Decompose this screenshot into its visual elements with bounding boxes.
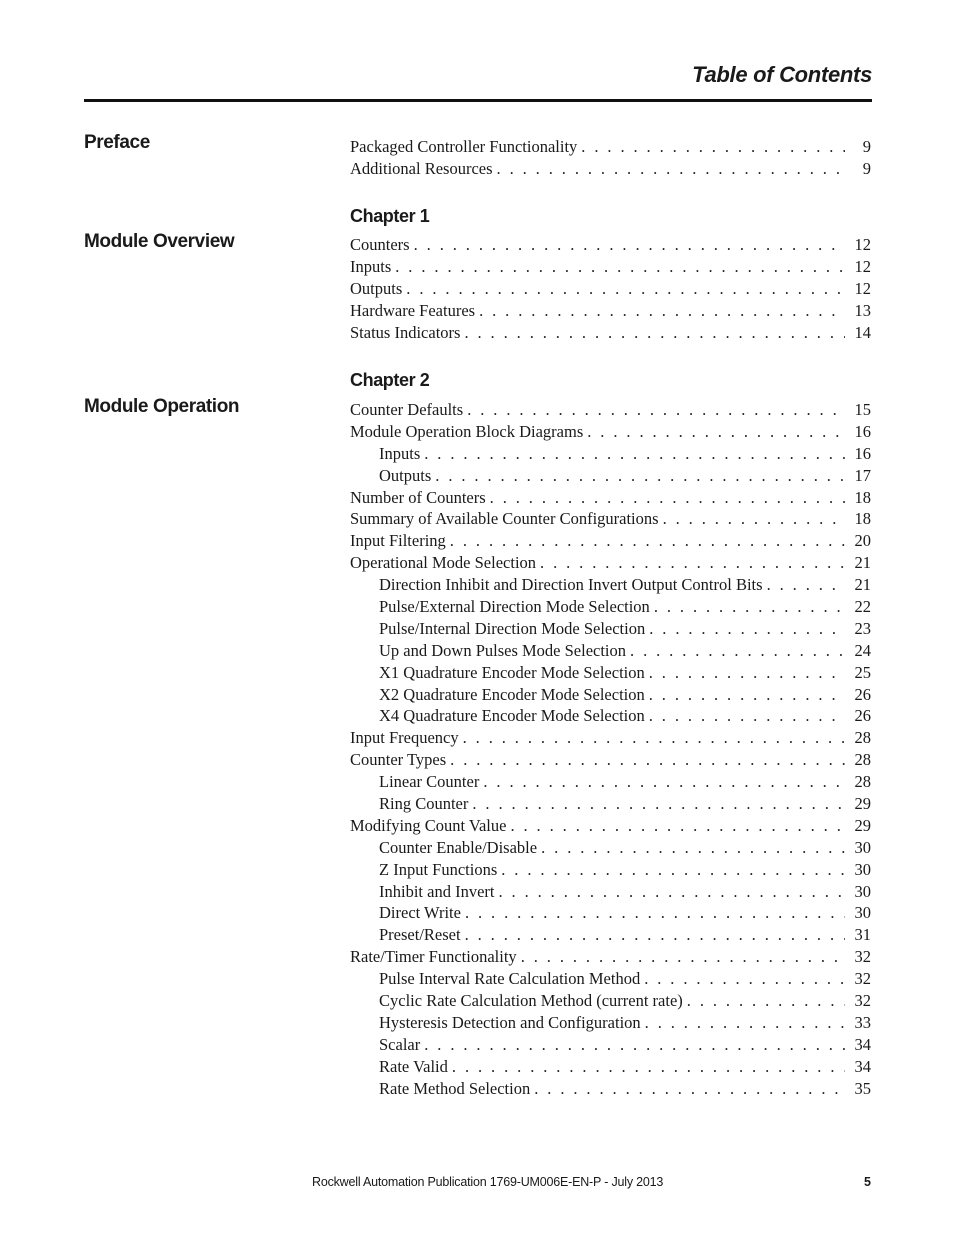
dot-leader bbox=[452, 1056, 845, 1078]
toc-entry[interactable] bbox=[350, 322, 871, 344]
toc-entry-page-number: 30 bbox=[854, 903, 871, 923]
toc-entry[interactable] bbox=[350, 256, 871, 278]
dot-leader bbox=[534, 1078, 845, 1100]
dot-leader bbox=[649, 618, 845, 640]
toc-entry-page-number: 28 bbox=[854, 772, 871, 792]
toc-entry-title: Counter Defaults bbox=[350, 400, 464, 419]
toc-entry[interactable] bbox=[350, 859, 871, 881]
dot-leader bbox=[483, 771, 845, 793]
toc-entry[interactable] bbox=[350, 399, 871, 421]
toc-entry-title: Operational Mode Selection bbox=[350, 553, 537, 573]
dot-leader bbox=[540, 552, 845, 574]
dot-leader bbox=[465, 902, 845, 924]
toc-entry[interactable] bbox=[350, 902, 871, 924]
dot-leader bbox=[490, 487, 845, 509]
toc-entry-title: Rate/Timer Functionality bbox=[350, 947, 517, 967]
toc-entry-title: Pulse Interval Rate Calculation Method bbox=[379, 969, 641, 989]
toc-entry[interactable] bbox=[350, 881, 871, 903]
toc-entry-title: Z Input Functions bbox=[379, 859, 498, 879]
toc-entry-page-number: 18 bbox=[854, 509, 871, 529]
dot-leader bbox=[649, 705, 845, 727]
toc-entry-page-number: 12 bbox=[854, 278, 871, 298]
footer-page-number: 5 bbox=[864, 1175, 871, 1189]
toc-entry[interactable] bbox=[350, 990, 871, 1012]
toc-entry[interactable] bbox=[350, 1012, 871, 1034]
toc-entry-page-number: 32 bbox=[854, 991, 871, 1011]
toc-entry-page-number: 18 bbox=[854, 487, 871, 507]
footer-publication: Rockwell Automation Publication 1769-UM006E-EN-P - July 2013 bbox=[312, 1175, 664, 1189]
dot-leader bbox=[645, 1012, 845, 1034]
toc-entry-page-number: 33 bbox=[854, 1012, 871, 1032]
dot-leader bbox=[654, 596, 845, 618]
toc-entry-page-number: 16 bbox=[854, 421, 871, 441]
toc-entry-title: Direction Inhibit and Direction Invert Output Control Bits bbox=[379, 575, 763, 595]
toc-entry-title: Outputs bbox=[350, 278, 403, 298]
dot-leader bbox=[450, 749, 845, 771]
toc-entry-page-number: 32 bbox=[854, 947, 871, 967]
toc-entry-title: Summary of Available Counter Configurations bbox=[350, 509, 659, 529]
toc-entry[interactable] bbox=[350, 1034, 871, 1056]
dot-leader bbox=[501, 859, 845, 881]
toc-entry[interactable] bbox=[350, 684, 871, 706]
toc-entry-page-number: 30 bbox=[854, 837, 871, 857]
dot-leader bbox=[521, 946, 845, 968]
toc-entry-title: Additional Resources bbox=[350, 158, 493, 178]
toc-entry-page-number: 17 bbox=[854, 465, 871, 485]
toc-entry-title: Number of Counters bbox=[350, 487, 486, 507]
toc-entry-title: Rate Method Selection bbox=[379, 1078, 531, 1098]
toc-entry-title: Status Indicators bbox=[350, 322, 461, 342]
toc-entry-title: Outputs bbox=[379, 465, 432, 485]
header-rule bbox=[84, 99, 872, 102]
toc-entry[interactable] bbox=[350, 234, 871, 256]
toc-entry[interactable] bbox=[350, 946, 871, 968]
toc-entry-title: Inhibit and Invert bbox=[379, 881, 495, 901]
toc-entry-title: Pulse/External Direction Mode Selection bbox=[379, 597, 650, 617]
toc-entry[interactable] bbox=[350, 487, 871, 509]
toc-entry[interactable] bbox=[350, 793, 871, 815]
toc-entry[interactable] bbox=[350, 158, 871, 180]
toc-entry-page-number: 29 bbox=[854, 794, 871, 814]
toc-entry-page-number: 26 bbox=[854, 706, 871, 726]
toc-entry-title: X2 Quadrature Encoder Mode Selection bbox=[379, 684, 645, 704]
toc-entry-title: Counters bbox=[350, 235, 410, 254]
toc-list-chapter-2 bbox=[350, 399, 871, 1100]
dot-leader bbox=[424, 1034, 845, 1056]
dot-leader bbox=[498, 881, 845, 903]
dot-leader bbox=[649, 684, 845, 706]
toc-entry[interactable] bbox=[350, 552, 871, 574]
toc-entry-page-number: 9 bbox=[862, 158, 871, 178]
toc-entry-page-number: 34 bbox=[854, 1034, 871, 1054]
toc-entry-title: Input Filtering bbox=[350, 531, 446, 551]
toc-entry[interactable] bbox=[350, 968, 871, 990]
toc-entry-page-number: 34 bbox=[854, 1056, 871, 1076]
toc-entry[interactable] bbox=[350, 443, 871, 465]
toc-entry-page-number: 15 bbox=[854, 400, 871, 419]
toc-entry-page-number: 29 bbox=[854, 815, 871, 835]
toc-entry-title: Rate Valid bbox=[379, 1056, 448, 1076]
toc-entry[interactable] bbox=[350, 1078, 871, 1100]
toc-entry-title: Preset/Reset bbox=[379, 925, 461, 945]
toc-entry[interactable] bbox=[350, 924, 871, 946]
chapter-label-2: Chapter 2 bbox=[350, 370, 430, 390]
dot-leader bbox=[463, 727, 845, 749]
toc-entry-page-number: 30 bbox=[854, 859, 871, 879]
dot-leader bbox=[587, 421, 845, 443]
toc-entry-page-number: 22 bbox=[854, 597, 871, 617]
toc-entry-page-number: 32 bbox=[854, 969, 871, 989]
dot-leader bbox=[472, 793, 845, 815]
toc-entry-title: X1 Quadrature Encoder Mode Selection bbox=[379, 662, 645, 682]
dot-leader bbox=[435, 465, 845, 487]
toc-entry-title: Inputs bbox=[379, 443, 421, 463]
toc-entry-title: Linear Counter bbox=[379, 772, 480, 792]
toc-entry[interactable] bbox=[350, 421, 871, 443]
toc-entry-page-number: 12 bbox=[854, 235, 871, 254]
toc-entry-page-number: 9 bbox=[862, 137, 871, 156]
toc-entry-page-number: 16 bbox=[854, 443, 871, 463]
toc-entry-title: Ring Counter bbox=[379, 794, 469, 814]
toc-entry-page-number: 30 bbox=[854, 881, 871, 901]
toc-entry-title: Input Frequency bbox=[350, 728, 459, 748]
toc-list-preface bbox=[350, 136, 871, 180]
toc-entry[interactable] bbox=[350, 640, 871, 662]
chapter-label-1: Chapter 1 bbox=[350, 206, 430, 226]
toc-entry[interactable] bbox=[350, 837, 871, 859]
dot-leader bbox=[479, 300, 845, 322]
dot-leader bbox=[395, 256, 845, 278]
toc-entry-page-number: 26 bbox=[854, 684, 871, 704]
toc-entry-title: Cyclic Rate Calculation Method (current rate) bbox=[379, 991, 683, 1011]
dot-leader bbox=[406, 278, 845, 300]
section-title-module-operation: Module Operation bbox=[84, 396, 240, 417]
toc-entry-page-number: 24 bbox=[854, 640, 871, 660]
toc-entry-title: Hysteresis Detection and Configuration bbox=[379, 1012, 641, 1032]
toc-entry[interactable] bbox=[350, 530, 871, 552]
toc-entry-title: Direct Write bbox=[379, 903, 461, 923]
toc-entry[interactable] bbox=[350, 705, 871, 727]
toc-entry-title: Counter Enable/Disable bbox=[379, 837, 538, 857]
dot-leader bbox=[581, 136, 845, 158]
toc-entry[interactable] bbox=[350, 136, 871, 158]
toc-entry[interactable] bbox=[350, 1056, 871, 1078]
toc-entry-page-number: 25 bbox=[854, 662, 871, 682]
toc-entry-title: Counter Types bbox=[350, 750, 447, 770]
toc-entry-page-number: 21 bbox=[854, 575, 871, 595]
toc-entry-title: Module Operation Block Diagrams bbox=[350, 421, 584, 441]
toc-entry[interactable] bbox=[350, 508, 871, 530]
toc-entry[interactable] bbox=[350, 618, 871, 640]
page-title: Table of Contents bbox=[692, 62, 872, 87]
dot-leader bbox=[644, 968, 845, 990]
toc-entry[interactable] bbox=[350, 815, 871, 837]
dot-leader bbox=[424, 443, 845, 465]
toc-entry-page-number: 14 bbox=[854, 322, 871, 342]
dot-leader bbox=[467, 399, 845, 421]
dot-leader bbox=[465, 924, 845, 946]
toc-entry[interactable] bbox=[350, 465, 871, 487]
dot-leader bbox=[663, 508, 845, 530]
toc-entry-title: Pulse/Internal Direction Mode Selection bbox=[379, 618, 646, 638]
toc-entry[interactable] bbox=[350, 300, 871, 322]
toc-entry[interactable] bbox=[350, 771, 871, 793]
dot-leader bbox=[630, 640, 845, 662]
section-title-module-overview: Module Overview bbox=[84, 231, 235, 252]
toc-entry[interactable] bbox=[350, 727, 871, 749]
toc-entry-title: X4 Quadrature Encoder Mode Selection bbox=[379, 706, 645, 726]
toc-entry[interactable] bbox=[350, 749, 871, 771]
toc-entry-page-number: 35 bbox=[854, 1078, 871, 1098]
toc-entry-title: Up and Down Pulses Mode Selection bbox=[379, 640, 627, 660]
toc-entry-page-number: 13 bbox=[854, 300, 871, 320]
dot-leader bbox=[497, 158, 845, 180]
toc-entry-title: Inputs bbox=[350, 256, 392, 276]
dot-leader bbox=[649, 662, 845, 684]
toc-list-chapter-1 bbox=[350, 234, 871, 343]
toc-entry-page-number: 20 bbox=[854, 531, 871, 551]
toc-entry-page-number: 28 bbox=[854, 750, 871, 770]
dot-leader bbox=[541, 837, 845, 859]
toc-entry-page-number: 12 bbox=[854, 256, 871, 276]
toc-entry-title: Hardware Features bbox=[350, 300, 476, 320]
toc-entry[interactable] bbox=[350, 278, 871, 300]
toc-entry[interactable] bbox=[350, 662, 871, 684]
toc-entry-page-number: 31 bbox=[854, 925, 871, 945]
dot-leader bbox=[687, 990, 845, 1012]
dot-leader bbox=[464, 322, 845, 344]
section-title-preface: Preface bbox=[84, 132, 150, 153]
toc-entry-page-number: 23 bbox=[854, 618, 871, 638]
toc-entry-title: Modifying Count Value bbox=[350, 815, 507, 835]
dot-leader bbox=[450, 530, 845, 552]
toc-entry-page-number: 21 bbox=[854, 553, 871, 573]
dot-leader bbox=[510, 815, 845, 837]
toc-entry-title: Packaged Controller Functionality bbox=[350, 137, 578, 156]
toc-entry[interactable] bbox=[350, 574, 871, 596]
toc-entry-title: Scalar bbox=[379, 1034, 421, 1054]
toc-entry-page-number: 28 bbox=[854, 728, 871, 748]
dot-leader bbox=[767, 574, 845, 596]
dot-leader bbox=[414, 234, 845, 256]
toc-entry[interactable] bbox=[350, 596, 871, 618]
